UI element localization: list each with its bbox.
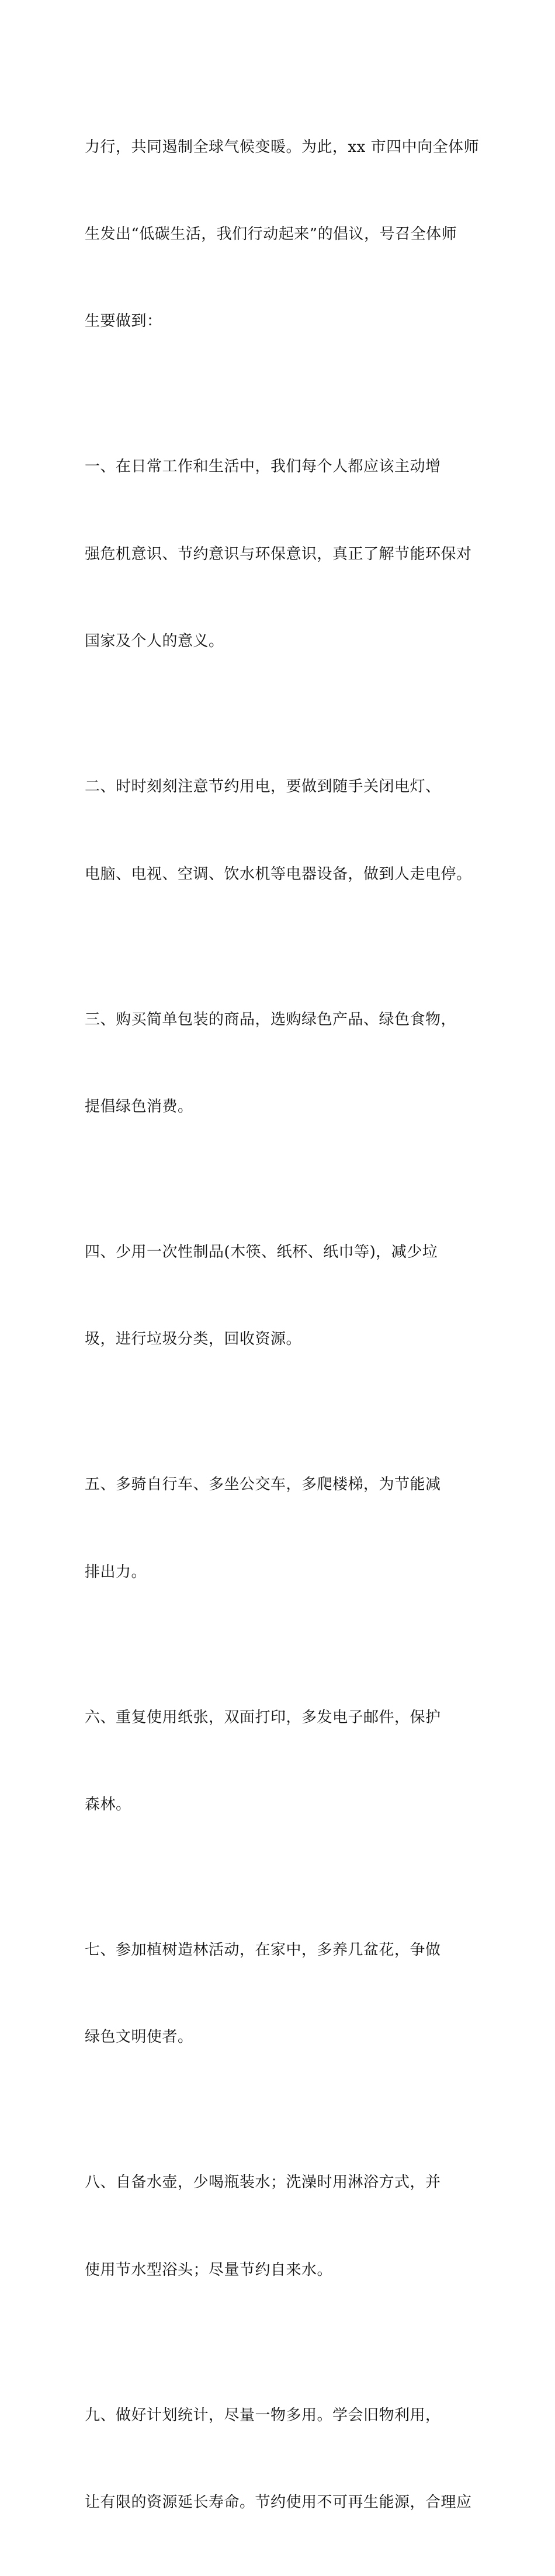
paragraph-intro: [85, 75, 488, 395]
text-line: 排出力。: [85, 1563, 147, 1581]
paragraph-item-6: [85, 1645, 488, 1878]
text-line: 国家及个人的意义。: [85, 632, 224, 651]
paragraph-item-5: [85, 1413, 488, 1645]
paragraph-item-7: [85, 1878, 488, 2110]
text-line: 七、参加植树造林活动，在家中，多养几盆花，争做: [85, 1941, 441, 1959]
text-line: 三、购买简单包装的商品，选购绿色产品、绿色食物，: [85, 1010, 457, 1028]
paragraph-item-9: [85, 2343, 488, 2575]
document-body: [85, 75, 488, 2576]
text-line: 森林。: [85, 1796, 131, 1814]
paragraph-item-1: [85, 395, 488, 715]
text-line: 提倡绿色消费。: [85, 1097, 193, 1115]
paragraph-item-3: [85, 947, 488, 1180]
text-line: 电脑、电视、空调、饮水机等电器设备，做到人走电停。: [85, 865, 472, 883]
text-line: 圾，进行垃圾分类，回收资源。: [85, 1330, 302, 1348]
text-line: 强危机意识、节约意识与环保意识，真正了解节能环保对: [85, 545, 472, 563]
text-line: 二、时时刻刻注意节约用电，要做到随手关闭电灯、: [85, 778, 441, 796]
text-line: 绿色文明使者。: [85, 2028, 193, 2046]
paragraph-item-2: [85, 715, 488, 947]
paragraph-item-4: [85, 1180, 488, 1412]
text-line: 九、做好计划统计，尽量一物多用。学会旧物利用，: [85, 2406, 441, 2424]
paragraph-item-8: [85, 2111, 488, 2343]
text-line: 四、少用一次性制品(木筷、纸杯、纸巾等)，减少垃: [85, 1243, 438, 1261]
text-line: 八、自备水壶，少喝瓶装水；洗澡时用淋浴方式，并: [85, 2174, 441, 2192]
text-line: 生发出“低碳生活，我们行动起来”的倡议，号召全体师: [85, 225, 457, 243]
text-line: 让有限的资源延长寿命。节约使用不可再生能源，合理应: [85, 2494, 472, 2512]
text-line: 生要做到：: [85, 312, 162, 331]
text-line: 五、多骑自行车、多坐公交车，多爬楼梯，为节能减: [85, 1476, 441, 1494]
text-line: 一、在日常工作和生活中，我们每个人都应该主动增: [85, 458, 441, 476]
text-line: 使用节水型浴头；尽量节约自来水。: [85, 2261, 333, 2279]
text-line: 六、重复使用纸张，双面打印，多发电子邮件，保护: [85, 1708, 441, 1726]
text-line: 力行，共同遏制全球气候变暖。为此，xx 市四中向全体师: [85, 138, 480, 156]
